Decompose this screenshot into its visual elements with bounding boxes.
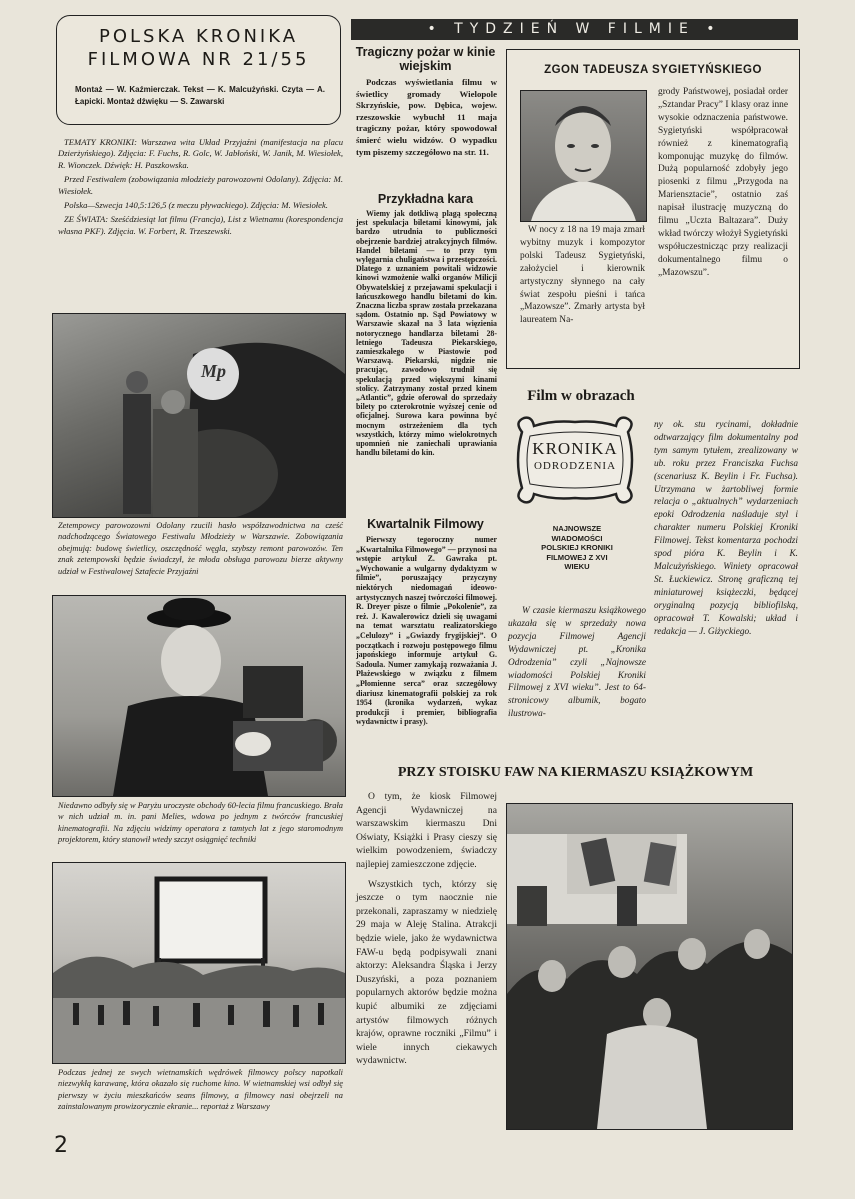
tematy-p3: Polska—Szwecja 140,5:126,5 (z meczu pływackiego). Zdjęcia: M. Wiesiołek. <box>64 200 328 211</box>
photo-locomotive <box>52 313 346 518</box>
banner-tydzien-w-filmie <box>351 19 798 40</box>
faw-p1: O tym, że kiosk Filmowej Agencji Wydawniczej na warszawskim kiermaszu Dni Oświaty, Książki i Prasy cieszy się wielkim powodzeniem, świadczy najlepiej zamieszczone zdjęcie. <box>356 791 497 870</box>
faw-text <box>356 790 497 1071</box>
zgon-box <box>506 49 800 369</box>
tematy-p1: TEMATY KRONIKI: Warszawa wita Układ Przyjaźni (manifestacja na placu Dzierżyńskiego). Zdjęcia: F. Fuchs, R. Golc, W. Jabłoński, W. Janik, M. Wiesiołek, R. Wionczek. Dźwięk: H. Paszkowska. <box>58 137 343 170</box>
kronika-odrodzenia-logo <box>512 414 638 506</box>
faw-kiosk-illustration <box>507 804 792 1129</box>
obrazy-left-text: W czasie kiermaszu książkowego ukazała się w sprzedaży nowa pozycja Filmowej Agencji Wydawniczej pt. „Kronika Odrodzenia” czyli „Najnowsze wiadomości Polskiej Kroniki Filmowej z XVI wieku”. Jest to 64-stronicowy albumik, bogato ilustrowa- <box>508 606 646 720</box>
faw-p2: Wszystkich tych, którzy się jeszcze o tym naocznie nie przekonali, zapraszamy w niedzielę 29 maja w Aleję Stalina. Atrakcji będzie wiele, jako że wydawnictwa FAW-u będą podpisywali znani aktorzy: Aleksandra Śląska i Jerzy Duszyński, a poza poznaniem popularnych aktorów będzie można kupić albumiki ze zdjęciami artystów filmowych różnych krajów, oprawne roczniki „Filmu” i wiele innych ciekawych wydawnictw. <box>356 878 497 1067</box>
caption-locomotive: Zetempowcy parowozowni Odolany rzucili hasło współzawodnictwa na cześć nadchodzącego Światowego Festiwalu Młodzieży w Warszawie. Zobowiązania obejmują: budowę świetlicy, oszczędność węgla, szybszy remont parowozów. Ten znak zetempowski będzie świadczył, że młoda obsługa parowozu bierze aktywny udział w Festiwalowej Sztafecie Przyjaźni <box>58 521 343 576</box>
photo-faw-kiosk <box>506 803 793 1130</box>
photo-cameraman <box>52 595 346 797</box>
logo-line1: KRONIKA <box>532 439 618 458</box>
masthead-box <box>56 15 341 125</box>
faw-title: PRZY STOISKU FAW NA KIERMASZU KSIĄŻKOWYM <box>397 765 754 780</box>
cameraman-illustration <box>53 596 345 796</box>
banner-text: • TYDZIEŃ W FILMIE • <box>427 21 722 37</box>
tematy-block <box>58 137 343 240</box>
obrazy-right-text: ny ok. stu rycinami, dokładnie odtwarzający film dokumentalny pod tym samym tytułem, zrealizowany w ub. roku przez Franciszka Fuchsa (scenariusz K. Beylin i Fr. Fuchsa). Utrzymana w żartobliwej formie relacja o „aktualnych” wydarzeniach epoki Odrodzenia naśladuje styl i charakter numeru Polskiej Kroniki Filmowej. Tekst komentarza pochodzi spod pióra K. Beylin i K. Malcużyńskiego. Winiety opracował St. Łuckiewicz. Stronę graficzną tej miniaturowej książeczki, będącej oryginalną pozycją bibliofilską, opracował T. Kowalski; układ i redakcja — J. Giżyckiego. <box>654 420 798 637</box>
logo-line2: ODRODZENIA <box>533 460 617 472</box>
vietnam-cinema-illustration <box>53 863 345 1063</box>
kara-title: Przykładna kara <box>377 192 474 206</box>
photo-sygietynski <box>520 90 647 222</box>
locomotive-illustration <box>53 314 345 517</box>
masthead-title-line2: FILMOWA NR 21/55 <box>87 49 310 70</box>
kwartalnik-text: Pierwszy tegoroczny numer „Kwartalnika Filmowego” — przynosi na wstępie artykuł Z. Gawraka pt. „Wychowanie a wulgarny dydaktyzm w filmie”, poruszający przyczyny niektórych niedomagań ideowo-artystycznych naszej twórczości filmowej. R. Dreyer pisze o filmie „Pokolenie”, za reż. J. Kawalerowicz dzieli się uwagami na temat warsztatu realizatorskiego „Celulozy” i „Gwiazdy frygijskiej”. O początkach i rozwoju postępowego filmu japońskiego informuje artykuł G. Sadoula. Numer zamykają rozważania J. Płażewskiego w związku z filmem „Płomienne serca” oraz szczegółowy diariusz kinematografii polskiej za rok 1954 (kronika wydarzeń, wykaz produkcji i premier, bibliografia wydawnictw i prasy). <box>356 535 497 727</box>
masthead-title-line1: POLSKA KRONIKA <box>98 26 299 47</box>
zgon-title: ZGON TADEUSZA SYGIETYŃSKIEGO <box>544 64 762 76</box>
zgon-left-text: W nocy z 18 na 19 maja zmarł wybitny muzyk i kompozytor polski Tadeusz Sygietyński, założyciel i kierownik artystyczny słynnego na cały świat zespołu pieśni i tańca „Mazowsze”. Zmarły artysta był laureatem Na- <box>520 225 645 326</box>
obrazy-title: Film w obrazach <box>527 388 635 404</box>
page-number: 2 <box>54 1133 68 1158</box>
tematy-p2: Przed Festiwalem (zobowiązania młodzieży parowozowni Odolany). Zdjęcia: M. Wiesiołek. <box>58 174 343 196</box>
pozar-text: Podczas wyświetlania filmu w świetlicy gromady Wielopole Skrzyńskie, pow. Dębica, wojew. rzeszowskie wybuchł 11 maja tragiczny pożar, który spowodował śmierć wielu widzów. O wypadku tym piszemy szczegółowo na str. 11. <box>356 77 497 157</box>
kara-text: Wiemy jak dotkliwą plagą społeczną jest spekulacja biletami kinowymi, jak bardzo utrudnia to publiczności obejrzenie bardziej atrakcyjnych filmów. Handel biletami — to przy tym wylęgarnia chuligaństwa i przestępczości. Dlatego z uznaniem powitali widzowie kinowi wzmożenie walki organów Milicji Obywatelskiej z przejawami spekulacji i łańcuszkowego handlu biletami do kin. Znaczna liczba spraw została przekazana sądom. Ostatnio np. Sąd Powiatowy w Warszawie skazał na 3 lata więzienia notorycznego handlarza biletami 28-letniego Tadeusza Piekarskiego, zamieszkałego w Piastowie pod Warszawą. Piekarski, nigdzie nie pracując, zawodowo trudnił się spekulacją przed większymi kinami stolicy. Zatrzymany został przed kinem „Atlantic”, gdzie oferował do sprzedaży bilety po czterokrotnie wyższej cenie od oficjalnej. Surowa kara powinna być mocnym ostrzeżeniem dla tych wszystkich, którzy mimo wielokrotnych upomnień nie zaniechali uprawiania handlu biletami do kin. <box>356 209 497 458</box>
pozar-title: Tragiczny pożar w kinie wiejskim <box>355 45 496 73</box>
photo-vietnam-cinema <box>52 862 346 1064</box>
caption-vietnam: Podczas jednej ze swych wietnamskich wędrówek filmowcy polscy napotkali niezwykłą karawanę, która okazało się ruchome kino. W wietnamskiej wsi odbył się pierwszy w życiu mieszkańców seans filmowy, a filmowcy nasi obejrzeli na zainstalowanym prowizorycznie ekranie... reportaż z Warszawy <box>58 1068 343 1112</box>
tematy-p4: ZE ŚWIATA: Sześćdziesiąt lat filmu (Francja), List z Wietnamu (korespondencja własna PKF). Zdjęcia. W. Forbert, R. Trzeszewski. <box>58 214 343 236</box>
kwartalnik-title: Kwartalnik Filmowy <box>367 517 484 531</box>
portrait-illustration <box>521 91 646 221</box>
caption-cameraman: Niedawno odbyły się w Paryżu uroczyste obchody 60-lecia filmu francuskiego. Brała w nich udział m. in. pani Melies, wdowa po jednym z twórców francuskiej kinematografii. Na zdjęciu widzimy operatora z tamtych lat z jego staromodnym projektorem, który stanowił wtedy szczyt osiągnięć techniki <box>58 801 343 845</box>
zgon-right-text: grody Państwowej, posiadał order „Sztandar Pracy” I klasy oraz inne wysokie odznaczenia państwowe. Sygietyński współpracował również z kinematografią komponując muzykę do filmów. Dużą popularność zdobyły jego piosenki z filmu „Przygoda na Mariensztacie”, ostatnio zaś napisał ilustrację muzyczną do filmu „Uczta Baltazara”. Duży wkład twórczy włożył Sygietyński współuczestnicząc przy realizacji dokumentalnego filmu o „Mazowszu”. <box>658 87 788 278</box>
obrazy-subtitle: NAJNOWSZE WIADOMOŚCI POLSKIEJ KRONIKI FILMOWEJ Z XVI WIEKU <box>541 524 613 572</box>
masthead-credits: Montaż — W. Kaźmierczak. Tekst — K. Malcużyński. Czyta — A. Łapicki. Montaż dźwięku — S. Zawarski <box>75 85 325 106</box>
photo1-sign-text: Mp <box>201 361 227 381</box>
